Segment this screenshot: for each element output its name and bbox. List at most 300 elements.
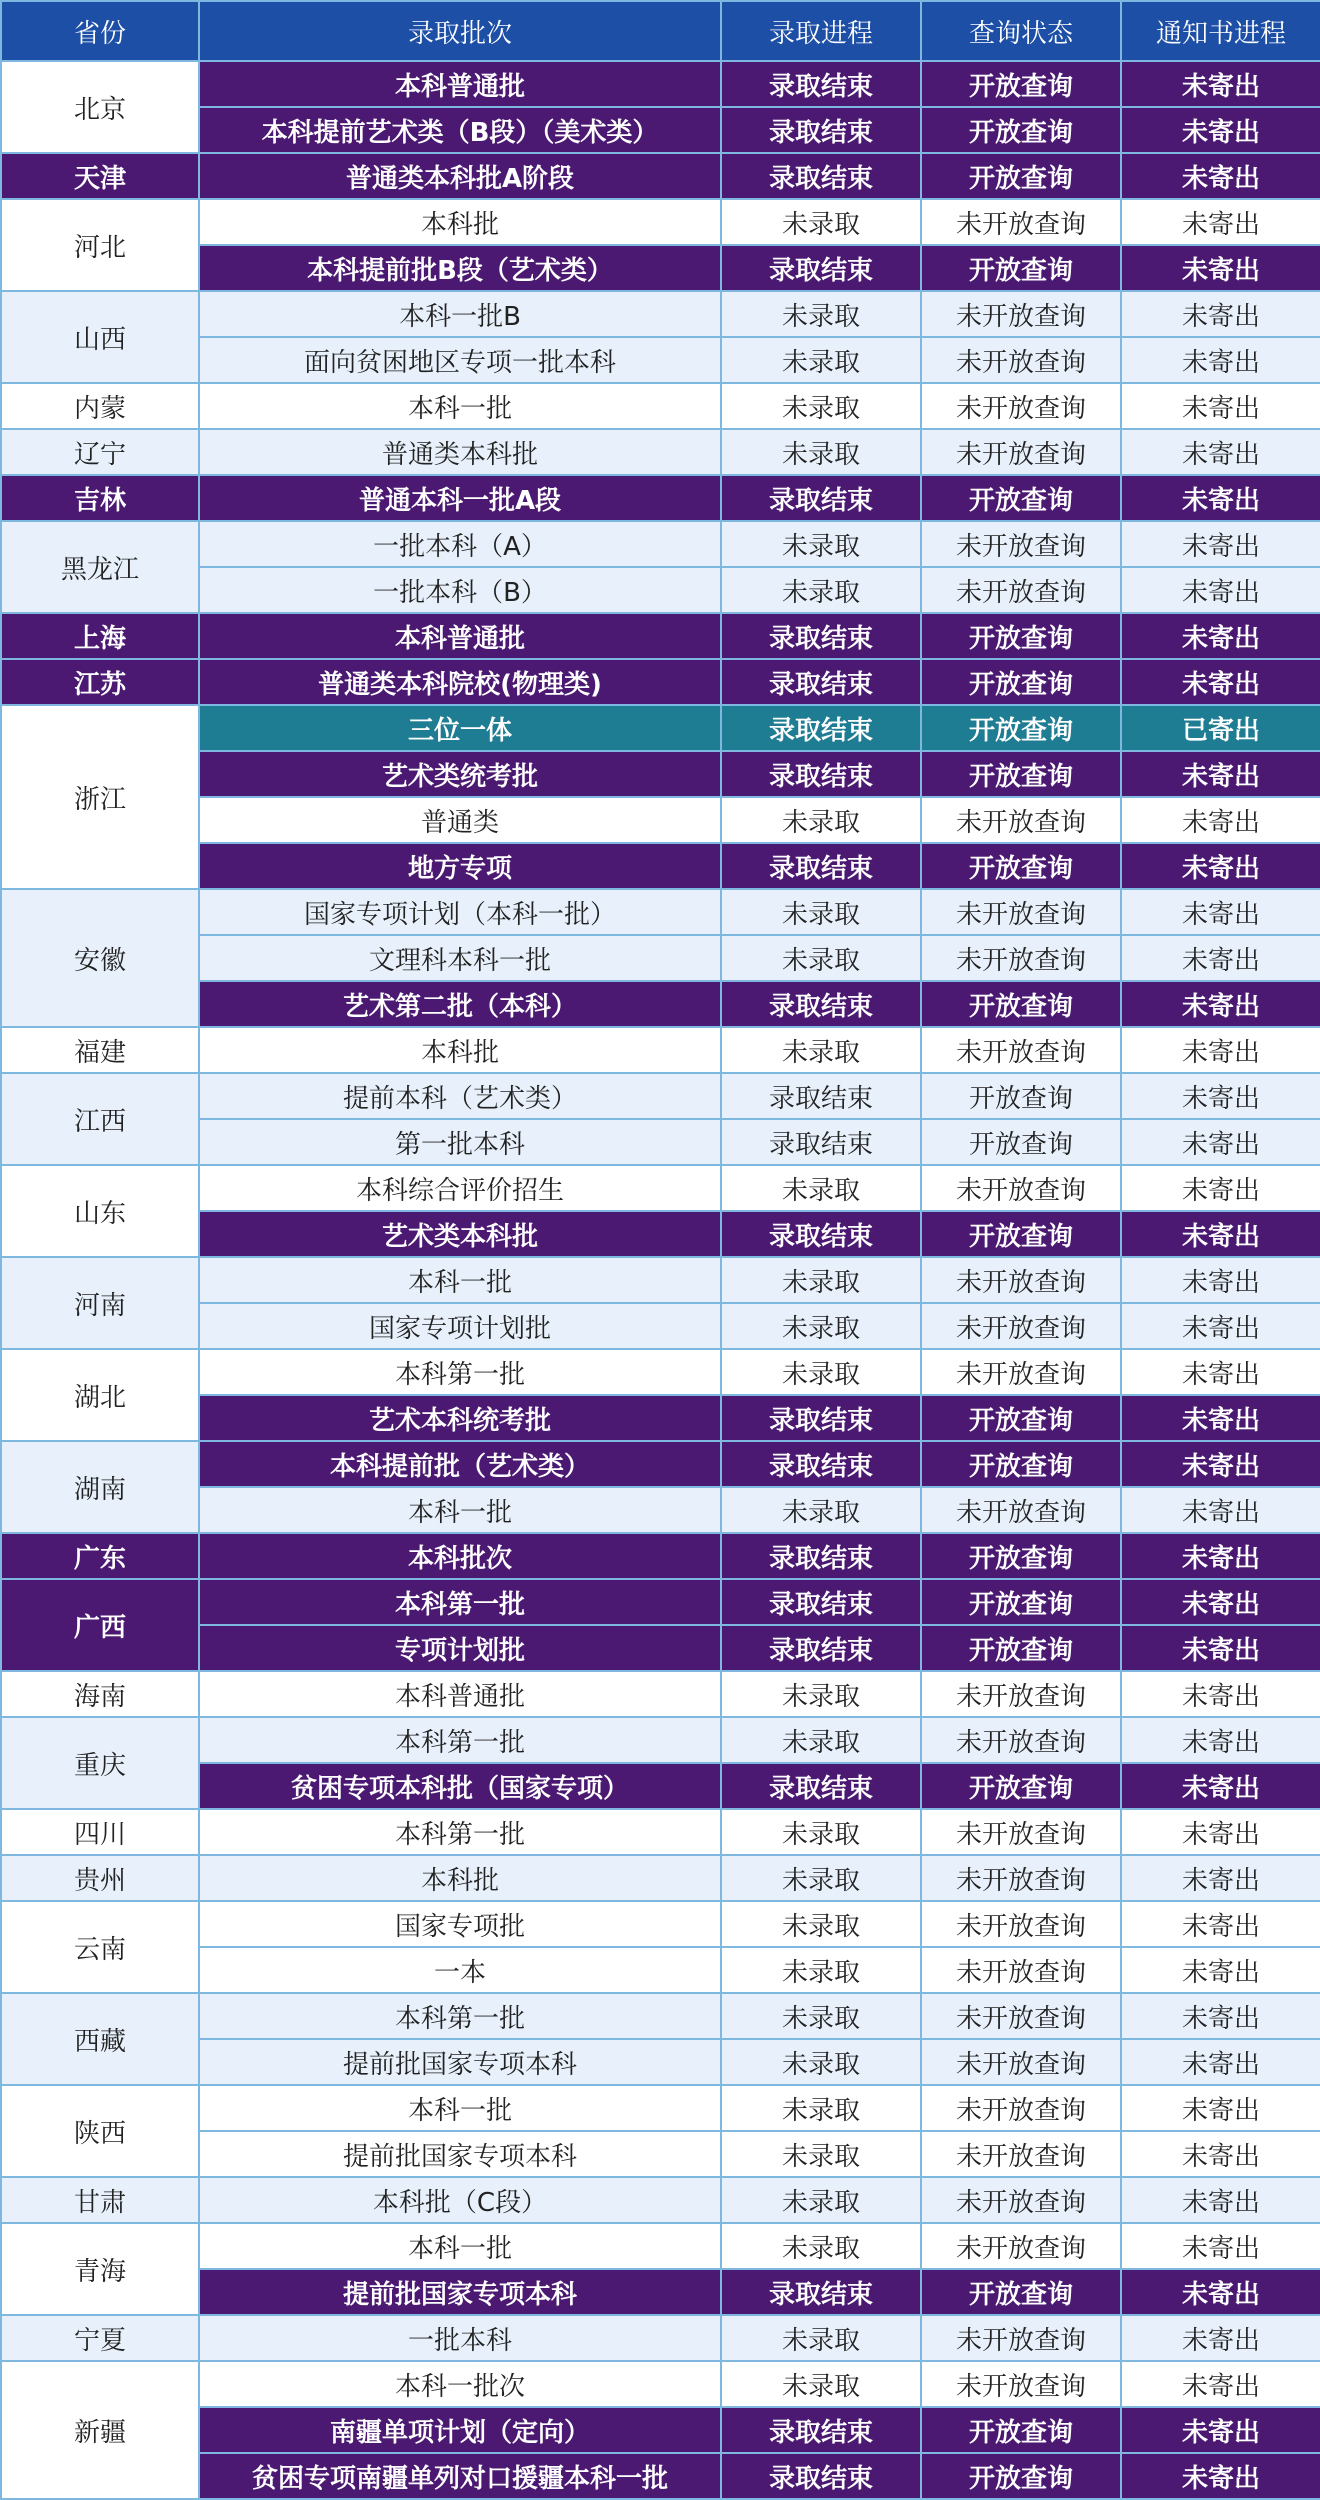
query-status-cell: 未开放查询 [921, 1027, 1121, 1073]
province-cell: 内蒙 [1, 383, 199, 429]
progress-cell: 录取结束 [721, 61, 921, 107]
notice-cell: 未寄出 [1121, 61, 1320, 107]
batch-cell: 普通类本科批 [199, 429, 721, 475]
notice-cell: 未寄出 [1121, 337, 1320, 383]
batch-cell: 提前本科（艺术类） [199, 1073, 721, 1119]
progress-cell: 未录取 [721, 429, 921, 475]
notice-cell: 未寄出 [1121, 659, 1320, 705]
notice-cell: 未寄出 [1121, 797, 1320, 843]
query-status-cell: 开放查询 [921, 659, 1121, 705]
progress-cell: 录取结束 [721, 1073, 921, 1119]
batch-cell: 本科一批B [199, 291, 721, 337]
query-status-cell: 未开放查询 [921, 2085, 1121, 2131]
batch-cell: 艺术本科统考批 [199, 1395, 721, 1441]
notice-cell: 未寄出 [1121, 2269, 1320, 2315]
notice-cell: 未寄出 [1121, 843, 1320, 889]
province-cell: 福建 [1, 1027, 199, 1073]
batch-cell: 南疆单项计划（定向） [199, 2407, 721, 2453]
notice-cell: 未寄出 [1121, 1671, 1320, 1717]
notice-cell: 未寄出 [1121, 1625, 1320, 1671]
query-status-cell: 开放查询 [921, 1763, 1121, 1809]
province-cell: 湖北 [1, 1349, 199, 1441]
table-row [1, 567, 1320, 613]
notice-cell: 未寄出 [1121, 1165, 1320, 1211]
province-cell: 河北 [1, 199, 199, 291]
progress-cell: 未录取 [721, 889, 921, 935]
query-status-cell: 开放查询 [921, 1119, 1121, 1165]
query-status-cell: 开放查询 [921, 61, 1121, 107]
table-row [1, 1349, 1320, 1395]
batch-cell: 艺术类统考批 [199, 751, 721, 797]
query-status-cell: 未开放查询 [921, 2315, 1121, 2361]
table-row [1, 383, 1320, 429]
notice-cell: 未寄出 [1121, 429, 1320, 475]
batch-cell: 一批本科 [199, 2315, 721, 2361]
batch-cell: 普通类本科院校(物理类) [199, 659, 721, 705]
batch-cell: 国家专项批 [199, 1901, 721, 1947]
province-cell: 北京 [1, 61, 199, 153]
table-row [1, 2407, 1320, 2453]
table-row [1, 1625, 1320, 1671]
query-status-cell: 未开放查询 [921, 429, 1121, 475]
progress-cell: 未录取 [721, 567, 921, 613]
batch-cell: 本科批 [199, 1027, 721, 1073]
province-cell: 黑龙江 [1, 521, 199, 613]
notice-cell: 未寄出 [1121, 291, 1320, 337]
progress-cell: 录取结束 [721, 475, 921, 521]
batch-cell: 本科普通批 [199, 613, 721, 659]
progress-cell: 未录取 [721, 1855, 921, 1901]
query-status-cell: 未开放查询 [921, 1671, 1121, 1717]
province-cell: 上海 [1, 613, 199, 659]
table-row [1, 2085, 1320, 2131]
table-header [1, 1, 1320, 61]
batch-cell: 本科提前批（艺术类） [199, 1441, 721, 1487]
progress-cell: 录取结束 [721, 153, 921, 199]
notice-cell: 未寄出 [1121, 1579, 1320, 1625]
query-status-cell: 未开放查询 [921, 1947, 1121, 1993]
batch-cell: 国家专项计划（本科一批） [199, 889, 721, 935]
query-status-cell: 未开放查询 [921, 935, 1121, 981]
province-cell: 重庆 [1, 1717, 199, 1809]
query-status-cell: 未开放查询 [921, 1993, 1121, 2039]
query-status-cell: 开放查询 [921, 751, 1121, 797]
table-row [1, 1809, 1320, 1855]
table-row [1, 981, 1320, 1027]
header-notice-progress: 通知书进程 [1121, 1, 1320, 61]
batch-cell: 专项计划批 [199, 1625, 721, 1671]
table-row [1, 199, 1320, 245]
notice-cell: 未寄出 [1121, 1441, 1320, 1487]
query-status-cell: 开放查询 [921, 843, 1121, 889]
notice-cell: 未寄出 [1121, 1119, 1320, 1165]
progress-cell: 录取结束 [721, 107, 921, 153]
table-row [1, 429, 1320, 475]
province-cell: 江苏 [1, 659, 199, 705]
table-row [1, 1165, 1320, 1211]
table-row [1, 337, 1320, 383]
query-status-cell: 未开放查询 [921, 1717, 1121, 1763]
table-row [1, 613, 1320, 659]
progress-cell: 未录取 [721, 1993, 921, 2039]
header-query-status: 查询状态 [921, 1, 1121, 61]
table-row [1, 751, 1320, 797]
table-row [1, 2039, 1320, 2085]
table-row [1, 245, 1320, 291]
query-status-cell: 未开放查询 [921, 1257, 1121, 1303]
progress-cell: 未录取 [721, 1717, 921, 1763]
progress-cell: 未录取 [721, 521, 921, 567]
query-status-cell: 未开放查询 [921, 199, 1121, 245]
batch-cell: 本科一批 [199, 383, 721, 429]
batch-cell: 三位一体 [199, 705, 721, 751]
progress-cell: 未录取 [721, 797, 921, 843]
query-status-cell: 未开放查询 [921, 889, 1121, 935]
progress-cell: 录取结束 [721, 705, 921, 751]
notice-cell: 未寄出 [1121, 1901, 1320, 1947]
batch-cell: 文理科本科一批 [199, 935, 721, 981]
batch-cell: 普通本科一批A段 [199, 475, 721, 521]
query-status-cell: 开放查询 [921, 153, 1121, 199]
table-body [1, 61, 1320, 2499]
batch-cell: 普通类本科批A阶段 [199, 153, 721, 199]
notice-cell: 未寄出 [1121, 521, 1320, 567]
table-row [1, 1257, 1320, 1303]
province-cell: 安徽 [1, 889, 199, 1027]
batch-cell: 本科一批 [199, 1487, 721, 1533]
progress-cell: 录取结束 [721, 613, 921, 659]
notice-cell: 未寄出 [1121, 2361, 1320, 2407]
progress-cell: 录取结束 [721, 2269, 921, 2315]
progress-cell: 录取结束 [721, 1579, 921, 1625]
batch-cell: 艺术类本科批 [199, 1211, 721, 1257]
province-cell: 山西 [1, 291, 199, 383]
progress-cell: 录取结束 [721, 1119, 921, 1165]
province-cell: 山东 [1, 1165, 199, 1257]
notice-cell: 未寄出 [1121, 1717, 1320, 1763]
query-status-cell: 开放查询 [921, 1625, 1121, 1671]
progress-cell: 未录取 [721, 1165, 921, 1211]
table-row [1, 1395, 1320, 1441]
query-status-cell: 开放查询 [921, 1211, 1121, 1257]
table-row [1, 1441, 1320, 1487]
batch-cell: 本科一批次 [199, 2361, 721, 2407]
table-row [1, 1717, 1320, 1763]
batch-cell: 本科一批 [199, 1257, 721, 1303]
progress-cell: 未录取 [721, 2039, 921, 2085]
batch-cell: 本科提前艺术类（B段）（美术类） [199, 107, 721, 153]
province-cell: 西藏 [1, 1993, 199, 2085]
table-row [1, 1763, 1320, 1809]
progress-cell: 录取结束 [721, 843, 921, 889]
batch-cell: 国家专项计划批 [199, 1303, 721, 1349]
province-cell: 四川 [1, 1809, 199, 1855]
province-cell: 河南 [1, 1257, 199, 1349]
notice-cell: 未寄出 [1121, 2315, 1320, 2361]
query-status-cell: 未开放查询 [921, 1349, 1121, 1395]
table-row [1, 705, 1320, 751]
table-row [1, 1211, 1320, 1257]
progress-cell: 录取结束 [721, 751, 921, 797]
table-row [1, 2131, 1320, 2177]
notice-cell: 未寄出 [1121, 935, 1320, 981]
query-status-cell: 未开放查询 [921, 1165, 1121, 1211]
province-cell: 天津 [1, 153, 199, 199]
batch-cell: 本科批次 [199, 1533, 721, 1579]
query-status-cell: 未开放查询 [921, 383, 1121, 429]
batch-cell: 普通类 [199, 797, 721, 843]
query-status-cell: 开放查询 [921, 1395, 1121, 1441]
table-row [1, 2223, 1320, 2269]
table-row [1, 1901, 1320, 1947]
progress-cell: 未录取 [721, 2177, 921, 2223]
query-status-cell: 开放查询 [921, 981, 1121, 1027]
progress-cell: 未录取 [721, 1671, 921, 1717]
table-row [1, 1487, 1320, 1533]
progress-cell: 录取结束 [721, 1625, 921, 1671]
province-cell: 宁夏 [1, 2315, 199, 2361]
batch-cell: 本科第一批 [199, 1717, 721, 1763]
batch-cell: 本科批（C段） [199, 2177, 721, 2223]
province-cell: 贵州 [1, 1855, 199, 1901]
table-row [1, 2177, 1320, 2223]
batch-cell: 本科综合评价招生 [199, 1165, 721, 1211]
table-row [1, 1579, 1320, 1625]
query-status-cell: 开放查询 [921, 245, 1121, 291]
batch-cell: 本科第一批 [199, 1993, 721, 2039]
table-row [1, 1073, 1320, 1119]
province-cell: 浙江 [1, 705, 199, 889]
batch-cell: 本科一批 [199, 2223, 721, 2269]
progress-cell: 未录取 [721, 2361, 921, 2407]
table-row [1, 2269, 1320, 2315]
table-row [1, 797, 1320, 843]
notice-cell: 未寄出 [1121, 1349, 1320, 1395]
query-status-cell: 开放查询 [921, 613, 1121, 659]
table-row [1, 107, 1320, 153]
progress-cell: 录取结束 [721, 659, 921, 705]
notice-cell: 未寄出 [1121, 1763, 1320, 1809]
province-cell: 陕西 [1, 2085, 199, 2177]
notice-cell: 未寄出 [1121, 107, 1320, 153]
table-row [1, 889, 1320, 935]
table-row [1, 935, 1320, 981]
progress-cell: 录取结束 [721, 981, 921, 1027]
province-cell: 辽宁 [1, 429, 199, 475]
query-status-cell: 未开放查询 [921, 1809, 1121, 1855]
notice-cell: 未寄出 [1121, 383, 1320, 429]
batch-cell: 本科第一批 [199, 1349, 721, 1395]
notice-cell: 未寄出 [1121, 2453, 1320, 2499]
table-row [1, 843, 1320, 889]
notice-cell: 未寄出 [1121, 1395, 1320, 1441]
batch-cell: 贫困专项南疆单列对口援疆本科一批 [199, 2453, 721, 2499]
notice-cell: 已寄出 [1121, 705, 1320, 751]
batch-cell: 提前批国家专项本科 [199, 2131, 721, 2177]
progress-cell: 未录取 [721, 2131, 921, 2177]
batch-cell: 一批本科（A） [199, 521, 721, 567]
notice-cell: 未寄出 [1121, 1947, 1320, 1993]
progress-cell: 录取结束 [721, 1211, 921, 1257]
query-status-cell: 开放查询 [921, 1441, 1121, 1487]
query-status-cell: 未开放查询 [921, 291, 1121, 337]
query-status-cell: 未开放查询 [921, 797, 1121, 843]
table-row [1, 291, 1320, 337]
progress-cell: 未录取 [721, 337, 921, 383]
query-status-cell: 未开放查询 [921, 1901, 1121, 1947]
notice-cell: 未寄出 [1121, 1533, 1320, 1579]
progress-cell: 录取结束 [721, 1533, 921, 1579]
query-status-cell: 未开放查询 [921, 2223, 1121, 2269]
progress-cell: 录取结束 [721, 1763, 921, 1809]
query-status-cell: 未开放查询 [921, 337, 1121, 383]
header-progress: 录取进程 [721, 1, 921, 61]
progress-cell: 录取结束 [721, 2453, 921, 2499]
batch-cell: 提前批国家专项本科 [199, 2039, 721, 2085]
notice-cell: 未寄出 [1121, 2223, 1320, 2269]
table-row [1, 61, 1320, 107]
progress-cell: 未录取 [721, 291, 921, 337]
province-cell: 云南 [1, 1901, 199, 1993]
batch-cell: 本科一批 [199, 2085, 721, 2131]
batch-cell: 一批本科（B） [199, 567, 721, 613]
notice-cell: 未寄出 [1121, 567, 1320, 613]
query-status-cell: 开放查询 [921, 2269, 1121, 2315]
notice-cell: 未寄出 [1121, 2131, 1320, 2177]
batch-cell: 第一批本科 [199, 1119, 721, 1165]
query-status-cell: 未开放查询 [921, 2039, 1121, 2085]
progress-cell: 未录取 [721, 2223, 921, 2269]
query-status-cell: 未开放查询 [921, 2177, 1121, 2223]
province-cell: 吉林 [1, 475, 199, 521]
header-row [1, 1, 1320, 61]
table-row [1, 1119, 1320, 1165]
progress-cell: 未录取 [721, 1303, 921, 1349]
progress-cell: 未录取 [721, 199, 921, 245]
batch-cell: 本科普通批 [199, 61, 721, 107]
header-province: 省份 [1, 1, 199, 61]
notice-cell: 未寄出 [1121, 1993, 1320, 2039]
batch-cell: 一本 [199, 1947, 721, 1993]
progress-cell: 录取结束 [721, 1441, 921, 1487]
progress-cell: 未录取 [721, 2315, 921, 2361]
notice-cell: 未寄出 [1121, 2085, 1320, 2131]
table-row [1, 153, 1320, 199]
batch-cell: 本科第一批 [199, 1579, 721, 1625]
progress-cell: 未录取 [721, 1487, 921, 1533]
header-batch: 录取批次 [199, 1, 721, 61]
progress-cell: 未录取 [721, 1809, 921, 1855]
progress-cell: 录取结束 [721, 245, 921, 291]
notice-cell: 未寄出 [1121, 1855, 1320, 1901]
progress-cell: 未录取 [721, 383, 921, 429]
query-status-cell: 未开放查询 [921, 1303, 1121, 1349]
batch-cell: 面向贫困地区专项一批本科 [199, 337, 721, 383]
batch-cell: 本科普通批 [199, 1671, 721, 1717]
province-cell: 新疆 [1, 2361, 199, 2499]
table-row [1, 1303, 1320, 1349]
batch-cell: 提前批国家专项本科 [199, 2269, 721, 2315]
province-cell: 海南 [1, 1671, 199, 1717]
notice-cell: 未寄出 [1121, 1487, 1320, 1533]
query-status-cell: 开放查询 [921, 1073, 1121, 1119]
notice-cell: 未寄出 [1121, 475, 1320, 521]
table-row [1, 1027, 1320, 1073]
province-cell: 广东 [1, 1533, 199, 1579]
table-row [1, 659, 1320, 705]
query-status-cell: 未开放查询 [921, 521, 1121, 567]
table-row [1, 1947, 1320, 1993]
query-status-cell: 开放查询 [921, 1579, 1121, 1625]
progress-cell: 未录取 [721, 1027, 921, 1073]
query-status-cell: 未开放查询 [921, 1855, 1121, 1901]
table-row [1, 521, 1320, 567]
query-status-cell: 开放查询 [921, 107, 1121, 153]
table-row [1, 1671, 1320, 1717]
progress-cell: 未录取 [721, 2085, 921, 2131]
batch-cell: 本科第一批 [199, 1809, 721, 1855]
province-cell: 广西 [1, 1579, 199, 1671]
province-cell: 青海 [1, 2223, 199, 2315]
notice-cell: 未寄出 [1121, 1257, 1320, 1303]
progress-cell: 未录取 [721, 1901, 921, 1947]
notice-cell: 未寄出 [1121, 613, 1320, 659]
batch-cell: 贫困专项本科批（国家专项） [199, 1763, 721, 1809]
notice-cell: 未寄出 [1121, 1211, 1320, 1257]
notice-cell: 未寄出 [1121, 751, 1320, 797]
batch-cell: 地方专项 [199, 843, 721, 889]
table-row [1, 2315, 1320, 2361]
notice-cell: 未寄出 [1121, 981, 1320, 1027]
notice-cell: 未寄出 [1121, 153, 1320, 199]
notice-cell: 未寄出 [1121, 199, 1320, 245]
query-status-cell: 开放查询 [921, 2453, 1121, 2499]
query-status-cell: 开放查询 [921, 705, 1121, 751]
query-status-cell: 未开放查询 [921, 2361, 1121, 2407]
notice-cell: 未寄出 [1121, 2039, 1320, 2085]
notice-cell: 未寄出 [1121, 2407, 1320, 2453]
query-status-cell: 未开放查询 [921, 567, 1121, 613]
progress-cell: 未录取 [721, 1947, 921, 1993]
notice-cell: 未寄出 [1121, 1303, 1320, 1349]
table-row [1, 1533, 1320, 1579]
notice-cell: 未寄出 [1121, 1027, 1320, 1073]
batch-cell: 本科批 [199, 199, 721, 245]
query-status-cell: 未开放查询 [921, 2131, 1121, 2177]
notice-cell: 未寄出 [1121, 1073, 1320, 1119]
province-cell: 江西 [1, 1073, 199, 1165]
notice-cell: 未寄出 [1121, 2177, 1320, 2223]
batch-cell: 本科提前批B段（艺术类） [199, 245, 721, 291]
notice-cell: 未寄出 [1121, 1809, 1320, 1855]
progress-cell: 未录取 [721, 1257, 921, 1303]
query-status-cell: 开放查询 [921, 1533, 1121, 1579]
query-status-cell: 开放查询 [921, 475, 1121, 521]
batch-cell: 艺术第二批（本科） [199, 981, 721, 1027]
notice-cell: 未寄出 [1121, 889, 1320, 935]
query-status-cell: 开放查询 [921, 2407, 1121, 2453]
table-row [1, 475, 1320, 521]
progress-cell: 录取结束 [721, 2407, 921, 2453]
progress-cell: 未录取 [721, 1349, 921, 1395]
table-row [1, 1855, 1320, 1901]
progress-cell: 未录取 [721, 935, 921, 981]
table-row [1, 2361, 1320, 2407]
table-row [1, 1993, 1320, 2039]
province-cell: 甘肃 [1, 2177, 199, 2223]
progress-cell: 录取结束 [721, 1395, 921, 1441]
batch-cell: 本科批 [199, 1855, 721, 1901]
